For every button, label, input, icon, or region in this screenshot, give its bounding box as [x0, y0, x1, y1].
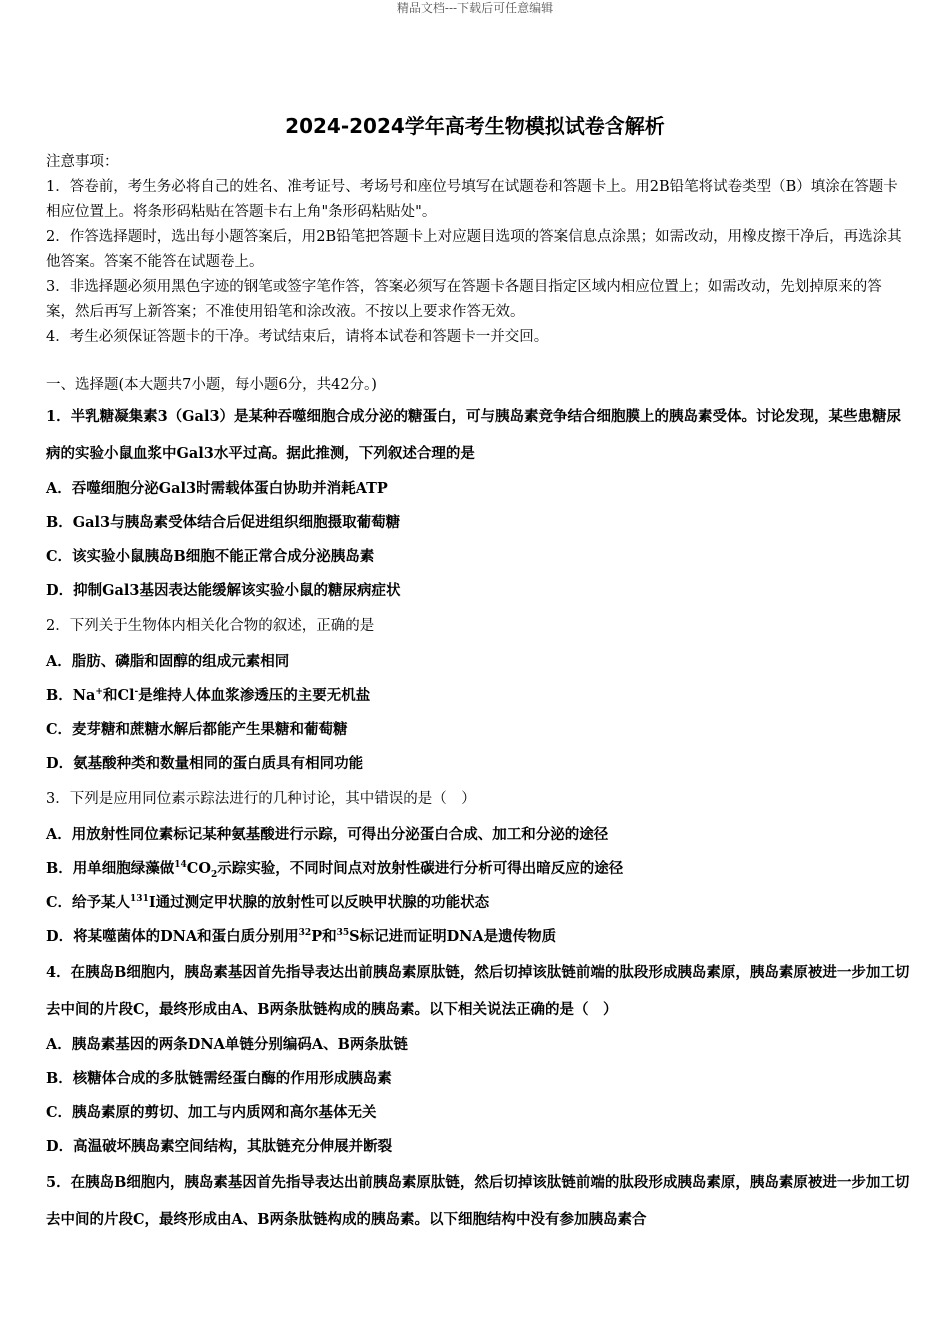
option-text: CO — [186, 860, 211, 877]
question-4-option-b: B．核糖体合成的多肽链需经蛋白酶的作用形成胰岛素 — [46, 1070, 392, 1087]
option-text: 和Cl — [102, 687, 135, 704]
question-1-stem: 1．半乳糖凝集素3（Gal3）是某种吞噬细胞合成分泌的糖蛋白，可与胰岛素竞争结合细胞膜上的胰岛素受体。讨论发现，某些患糖尿病的实验小鼠血浆中Gal3水平过高。据此推测，下列叙述合理的是 — [46, 408, 902, 462]
option-text: D．将某噬菌体的DNA和蛋白质分别用 — [46, 928, 299, 945]
superscript: 14 — [174, 860, 187, 871]
notice-item: 4．考生必须保证答题卡的干净。考试结束后，请将本试卷和答题卡一并交回。 — [46, 329, 549, 345]
question-1-option-d: D．抑制Gal3基因表达能缓解该实验小鼠的糖尿病症状 — [46, 582, 401, 599]
superscript: - — [134, 687, 139, 698]
notice-item: 2．作答选择题时，选出每小题答案后，用2B铅笔把答题卡上对应题目选项的答案信息点涂黑；如需改动，用橡皮擦干净后，再选涂其他答案。答案不能答在试题卷上。 — [46, 229, 902, 270]
question-4-option-a: A．胰岛素基因的两条DNA单链分别编码A、B两条肽链 — [46, 1036, 408, 1053]
notice-item: 3．非选择题必须用黑色字迹的钢笔或签字笔作答，答案必须写在答题卡各题目指定区域内相应位置上；如需改动，先划掉原来的答案，然后再写上新答案；不准使用铅笔和涂改液。不按以上要求作答无效。 — [46, 279, 882, 320]
option-text: 是维持人体血浆渗透压的主要无机盐 — [138, 687, 371, 704]
page-title: 2024-2024学年高考生物模拟试卷含解析 — [285, 114, 665, 138]
question-2-stem: 2．下列关于生物体内相关化合物的叙述，正确的是 — [46, 618, 375, 634]
notice-heading: 注意事项： — [46, 154, 119, 170]
question-3-option-c — [46, 886, 911, 920]
option-text: 示踪实验，不同时间点对放射性碳进行分析可得出暗反应的途径 — [217, 860, 624, 877]
question-1-option-a: A．吞噬细胞分泌Gal3时需载体蛋白协助并消耗ATP — [46, 480, 388, 497]
option-text: I通过测定甲状腺的放射性可以反映甲状腺的功能状态 — [148, 894, 490, 911]
question-3-option-b — [46, 852, 911, 886]
option-text: P和 — [311, 928, 337, 945]
option-text: S标记进而证明DNA是遗传物质 — [349, 928, 557, 945]
question-2-option-b — [46, 679, 911, 713]
question-5-stem: 5．在胰岛B细胞内，胰岛素基因首先指导表达出前胰岛素原肽链，然后切掉该肽链前端的肽段形成胰岛素原，胰岛素原被进一步加工切去中间的片段C，最终形成由A、B两条肽链构成的胰岛素。以下细胞结构中没有参加胰岛素合 — [46, 1174, 910, 1228]
section-title: 一、选择题(本大题共7小题，每小题6分，共42分。) — [46, 377, 377, 393]
superscript: 35 — [336, 928, 350, 939]
question-3-option-d — [46, 920, 911, 954]
question-2-option-a: A．脂肪、磷脂和固醇的组成元素相同 — [46, 653, 290, 670]
notice-item: 1．答卷前，考生务必将自己的姓名、准考证号、考场号和座位号填写在试题卷和答题卡上。用2B铅笔将试卷类型（B）填涂在答题卡相应位置上。将条形码粘贴在答题卡右上角"条形码粘贴处"。 — [46, 179, 898, 220]
notice-block — [46, 150, 906, 350]
superscript: 131 — [130, 894, 149, 905]
question-4-option-c: C．胰岛素原的剪切、加工与内质网和高尔基体无关 — [46, 1104, 377, 1121]
question-4-stem: 4．在胰岛B细胞内，胰岛素基因首先指导表达出前胰岛素原肽链，然后切掉该肽链前端的肽段形成胰岛素原，胰岛素原被进一步加工切去中间的片段C，最终形成由A、B两条肽链构成的胰岛素。以下相关说法正确的是（ ） — [46, 964, 910, 1018]
question-3-stem: 3．下列是应用同位素示踪法进行的几种讨论，其中错误的是（ ） — [46, 791, 476, 807]
header-watermark: 精品文档---下载后可任意编辑 — [396, 1, 554, 15]
option-text: B．Na — [46, 687, 96, 704]
question-1-option-c: C．该实验小鼠胰岛B细胞不能正常合成分泌胰岛素 — [46, 548, 375, 565]
superscript: + — [95, 687, 103, 698]
subscript: 2 — [210, 869, 218, 880]
question-4-option-d: D．高温破坏胰岛素空间结构，其肽链充分伸展并断裂 — [46, 1138, 393, 1155]
question-list — [46, 373, 911, 1238]
superscript: 32 — [298, 928, 312, 939]
option-text: C．给予某人 — [46, 894, 131, 911]
option-text: B．用单细胞绿藻做 — [46, 860, 175, 877]
question-3-option-a: A．用放射性同位素标记某种氨基酸进行示踪，可得出分泌蛋白合成、加工和分泌的途径 — [46, 826, 609, 843]
question-2-option-c: C．麦芽糖和蔗糖水解后都能产生果糖和葡萄糖 — [46, 721, 348, 738]
question-1-option-b: B．Gal3与胰岛素受体结合后促进组织细胞摄取葡萄糖 — [46, 514, 401, 531]
question-2-option-d: D．氨基酸种类和数量相同的蛋白质具有相同功能 — [46, 755, 364, 772]
